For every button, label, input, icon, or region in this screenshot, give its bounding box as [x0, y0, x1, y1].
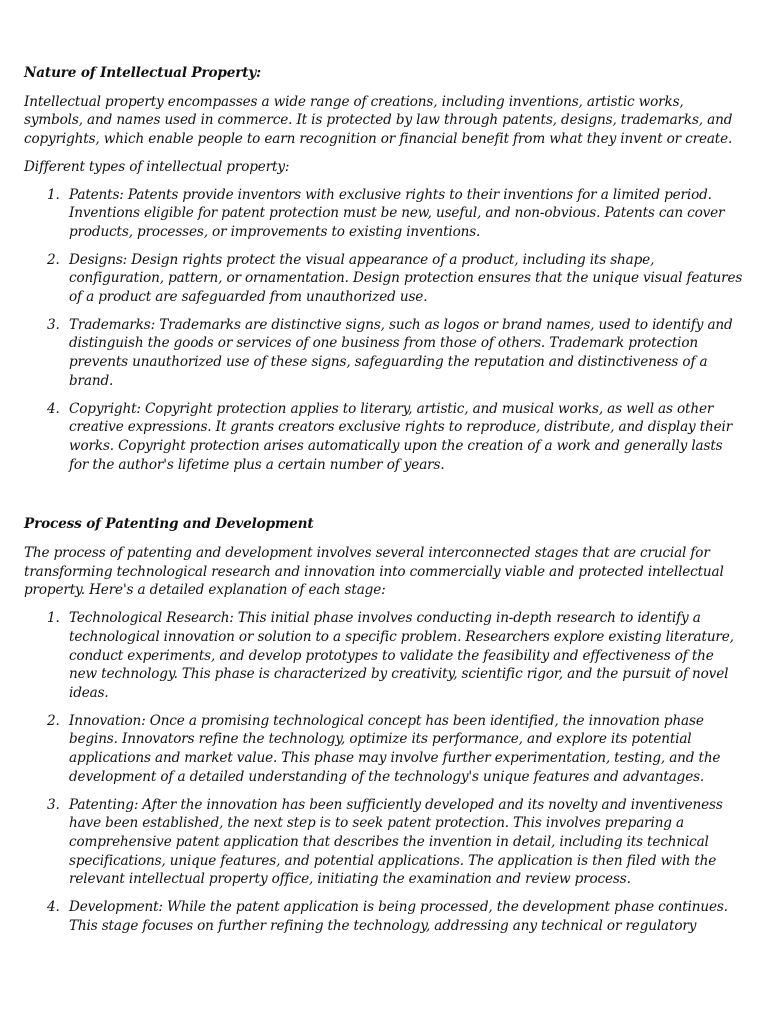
section-heading: Nature of Intellectual Property:: [24, 65, 262, 81]
document-page: [24, 64, 744, 944]
list-item: [24, 796, 744, 890]
list-item-number: 4.: [47, 400, 60, 417]
section-nature-of-ip: [24, 64, 744, 474]
list-item-number: 3.: [47, 796, 60, 813]
list-item: [24, 609, 744, 703]
list-item-number: 2.: [47, 712, 60, 729]
list-item-text: Patents: Patents provide inventors with exclusive rights to their inventions for a limited period. Inventions eligible for patent protection must be new, useful, and non-obvious. Patents can cover products, processes, or improvements to existing inventions.: [69, 186, 725, 240]
list-item-number: 3.: [47, 316, 60, 333]
list-item: [24, 400, 744, 475]
section-intro-paragraph: Intellectual property encompasses a wide range of creations, including inventions, artistic works, symbols, and names used in commerce. It is protected by law through patents, designs, trademarks, and copyrights, which enable people to earn recognition or financial benefit from what they invent or create.: [24, 93, 733, 148]
list-item-text: Trademarks: Trademarks are distinctive signs, such as logos or brand names, used to identify and distinguish the goods or services of one business from those of others. Trademark protection prevents unauthorized use of these signs, safeguarding the reputation and distinctiveness of a brand.: [69, 316, 733, 389]
list-item-text: Development: While the patent application is being processed, the development phase continues. This stage focuses on further refining the technology, addressing any technical or regulatory: [69, 899, 728, 934]
list-item: [24, 316, 744, 391]
list-item: [24, 898, 744, 935]
list-item-text: Patenting: After the innovation has been sufficiently developed and its novelty and inventiveness have been established, the next step is to seek patent protection. This involves preparing a comprehensive patent application that describes the invention in detail, including its technical specifications, unique features, and potential applications. The application is then filed with the relevant intellectual property office, initiating the examination and review process.: [69, 796, 723, 888]
section-patenting-process: [24, 515, 744, 935]
process-stages-list: [24, 609, 744, 935]
list-item-text: Copyright: Copyright protection applies to literary, artistic, and musical works, as well as other creative expressions. It grants creators exclusive rights to reproduce, distribute, and display their works. Copyright protection arises automatically upon the creation of a work and generally lasts for the author's lifetime plus a certain number of years.: [69, 400, 733, 473]
section-intro-paragraph: The process of patenting and development involves several interconnected stages that are crucial for transforming technological research and innovation into commercially viable and protected intellectual property. Here's a detailed explanation of each stage:: [24, 545, 724, 599]
list-item-number: 1.: [47, 186, 60, 203]
list-subheading: Different types of intellectual property:: [24, 158, 290, 175]
ip-types-list: [24, 186, 744, 475]
list-item: [24, 251, 744, 307]
list-item-text: Technological Research: This initial phase involves conducting in-depth research to identify a technological innovation or solution to a specific problem. Researchers explore existing literature, conduct experiments, and develop prototypes to validate the feasibility and effectiveness of the new technology. This phase is characterized by creativity, scientific rigor, and the pursuit of novel ideas.: [69, 610, 734, 701]
list-item-text: Designs: Design rights protect the visual appearance of a product, including its shape, configuration, pattern, or ornamentation. Design protection ensures that the unique visual features of a product are safeguarded from unauthorized use.: [69, 251, 743, 306]
section-heading: Process of Patenting and Development: [24, 516, 314, 533]
list-item-number: 2.: [47, 251, 60, 268]
list-item: [24, 186, 744, 242]
list-item-number: 1.: [47, 610, 60, 627]
list-item-text: Innovation: Once a promising technological concept has been identified, the innovation phase begins. Innovators refine the technology, optimize its performance, and explore its potential applications and market value. This phase may involve further experimentation, testing, and the development of a detailed understanding of the technology's unique features and advantages.: [69, 712, 721, 785]
list-item: [24, 712, 744, 787]
list-item-number: 4.: [47, 899, 60, 916]
